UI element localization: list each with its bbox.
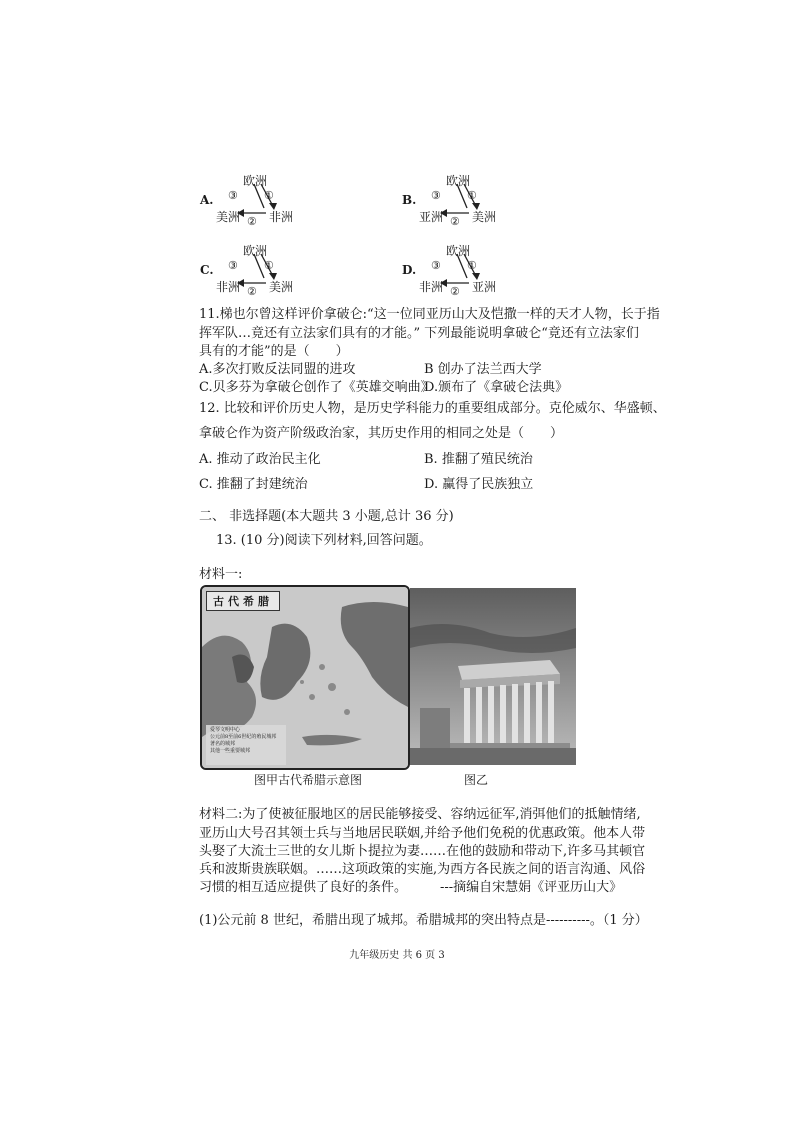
option-a: A.多次打败反法同盟的进攻 [199,362,356,377]
question-text: 11.梯也尔曾这样评价拿破仑:“这一位同亚历山大及恺撒一样的天才人物，长于指 [199,307,660,322]
material-text: 习惯的相互适应提供了良好的条件。 [199,880,408,895]
arrow-num-1: ① [467,189,477,202]
node-left: 美洲 [216,210,241,224]
arrow-num-3: ③ [431,259,441,272]
material-text: 亚历山大号召其领士兵与当地居民联姻,并给予他们免税的优惠政策。他本人带 [199,826,646,841]
arrow-num-2: ② [450,285,460,298]
arrow-num-3: ③ [431,189,441,202]
node-top: 欧洲 [243,174,268,188]
figure-caption-b: 图乙 [464,773,489,787]
arrow-num-2: ② [247,285,257,298]
option-b: B 创办了法兰西大学 [424,362,542,377]
option-letter: C. [200,263,214,277]
option-c: C. 推翻了封建统治 [199,477,308,492]
option-b: B. 推翻了殖民统治 [424,452,533,467]
arrow-num-1: ① [467,259,477,272]
legend-item: 其他一些重要城邦 [210,748,251,754]
arrow-num-3: ③ [228,189,238,202]
node-left: 非洲 [419,280,444,294]
ancient-greece-map [200,585,410,770]
material-text: 兵和波斯贵族联姻。……这项政策的实施,为西方各民族之间的语言沟通、风俗 [199,862,646,877]
legend-item: 著名的城邦 [210,741,236,747]
page-footer: 九年级历史 共 6 页 3 [349,950,445,961]
arrow-num-1: ① [264,189,274,202]
arrow-num-1: ① [264,259,274,272]
option-letter: D. [402,263,417,277]
material-one-label: 材料一: [199,567,243,582]
option-c: C.贝多芬为拿破仑创作了《英雄交响曲》 [199,380,434,395]
arrow-num-2: ② [247,215,257,228]
option-a: A. 推动了政治民主化 [199,452,321,467]
triangle-diagram [417,172,547,232]
node-left: 亚洲 [419,210,444,224]
node-left: 非洲 [216,280,241,294]
arrow-num-3: ③ [228,259,238,272]
node-right: 非洲 [269,210,294,224]
map-title: 古代希腊 [206,591,280,611]
triangle-diagram [214,242,344,302]
question-text: 拿破仑作为资产阶级政治家，其历史作用的相同之处是（ ） [199,426,564,441]
option-letter: A. [200,193,214,207]
node-right: 美洲 [472,210,497,224]
section-heading: 二、 非选择题(本大题共 3 小题,总计 36 分) [199,509,454,524]
triangle-diagram [417,242,547,302]
node-right: 亚洲 [472,280,497,294]
question-text: 12. 比较和评价历史人物，是历史学科能力的重要组成部分。克伦威尔、华盛顿、 [199,401,666,416]
node-top: 欧洲 [446,174,471,188]
legend-item: 爱琴文明中心 [210,727,241,733]
question-text: 挥军队…竟还有立法家们具有的才能。” 下列最能说明拿破仑“竟还有立法家们 [199,326,639,341]
material-source: ---摘编自宋慧娟《评亚历山大》 [440,880,623,895]
arrow-num-2: ② [450,215,460,228]
question-text: 具有的才能”的是（ ） [199,344,349,359]
map-legend [210,727,276,755]
legend-item: 公元前8至前6世纪的殖民城邦 [210,734,277,740]
node-top: 欧洲 [243,244,268,258]
material-text: 头娶了大流士三世的女儿斯卜提拉为妻……在他的鼓励和带动下,许多马其顿官 [199,844,646,859]
option-letter: B. [402,193,417,207]
figure-caption-a: 图甲古代希腊示意图 [254,773,363,787]
node-top: 欧洲 [446,244,471,258]
triangle-diagram [214,172,344,232]
question-13-part-1: (1)公元前 8 世纪，希腊出现了城邦。希腊城邦的突出特点是----------。（1 分） [199,913,648,928]
parthenon-illustration [410,588,576,765]
question-13-title: 13. (10 分)阅读下列材料,回答问题。 [216,533,432,548]
node-right: 美洲 [269,280,294,294]
parthenon-photo [410,588,576,765]
option-d: D. 赢得了民族独立 [424,477,534,492]
material-text: 材料二:为了使被征服地区的居民能够接受、容纳远征军,消弭他们的抵触情绪, [199,807,641,822]
option-d: D.颁布了《拿破仑法典》 [424,380,569,395]
